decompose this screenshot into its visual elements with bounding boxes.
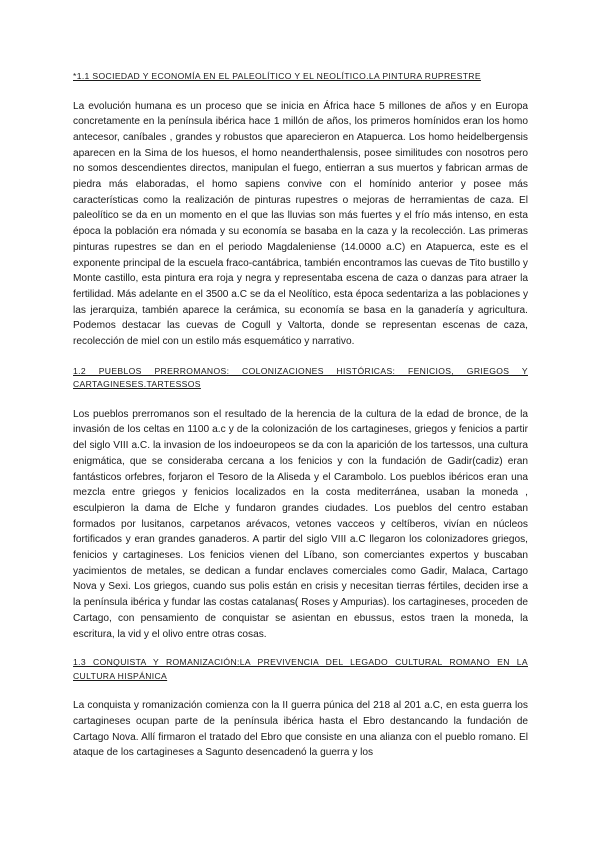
section-heading-romanizacion: 1.3 CONQUISTA Y ROMANIZACIÓN:LA PREVIVENCIA DEL LEGADO CULTURAL ROMANO EN LA CULTURA HISPÁNICA [73,657,528,681]
section-body-romanizacion: La conquista y romanización comienza con la II guerra púnica del 218 al 201 a.C, en esta guerra los cartagineses ocupan parte de la península ibérica hasta el Ebro destancando la fundación de Cartago Nova. Allí firmaron el tratado del Ebro que consiste en una alianza con el pueblo romano. El ataque de los cartagineses a Sagunto desencadenó la guerra y los [73,700,528,759]
section-body-prerromanos: Los pueblos prerromanos son el resultado de la herencia de la cultura de la edad de bronce, de la invasión de los celtas en 1100 a.c y de la colonización de los cartagineses, griegos y fenicios a partir del siglo VIII a.C. la invasion de los indoeuropeos se da con la aparición de los tartessos, una cultura enigmática, que se consideraba cercana a los fenicios y con la fundación de Gadir(cadiz) eran fantásticos orfebres, forjaron el Tesoro de la Aliseda y el Carambolo. Los pueblos ibéricos eran una mezcla entre griegos y fenicios localizados en la costa mediterránea, usaban la moneda , esculpieron la dama de Elche y fundaron grandes ciudades. Los pueblos del centro estaban formados por lusitanos, carpetanos arévacos, vetones vacceos y celtíberos, vivían en núcleos fortificados y eran grandes ganaderos. A partir del siglo VIII a.C llegaron los colonizadores griegos, fenicios y cartagineses. Los fenicios vienen del Líbano, son comerciantes expertos y buscaban yacimientos de metales, se dedican a fundar enclaves comerciales como Gadir, Malaca, Cartago Nova y Sexi. Los griegos, cuando sus polis están en crisis y necesitan tierras fértiles, deciden irse a la península ibérica y fundar las costas catalanas( Roses y Ampurias). los cartagineses, proceden de Cartago, con pensamiento de conquistar se asientan en ebussus, estos traen la moneda, la escritura, la vid y el olivo entre otras cosas. [73,408,528,640]
section-heading-prerromanos: 1.2 PUEBLOS PRERROMANOS: COLONIZACIONES HISTÓRICAS: FENICIOS, GRIEGOS Y CARTAGINESES.TARTESSOS [73,365,528,390]
section-body-paleolitico: La evolución humana es un proceso que se inicia en África hace 5 millones de años y en Europa concretamente en la península ibérica hace 1 millón de años, los primeros homínidos eran los homo antecesor, caníbales , grandes y robustos que aparecieron en Atapuerca. Los homo heidelbergensis aparecen en la Sima de los huesos, el homo neanderthalensis, posee similitudes con nosotros pero no somos descendientes directos, manipulan el fuego, entierran a sus muertos y fabrican armas de piedra más elaboradas, el homo sapiens convive con el homínido anterior y posee más características como la realización de pinturas rupestres o mejoras de herramientas de caza. El paleolítico se da en un momento en el que las lluvias son más fuertes y el frío más intenso, en esta época la población era nómada y su economía se basaba en la caza y la recolección. Las primeras pinturas rupestres se dan en el periodo Magdaleniense (14.0000 a.C) en Atapuerca, este es el exponente principal de la escuela fraco-cantábrica, también encontramos las cuevas de Tito bustillo y Monte castillo, esta pintura era roja y negra y representaba escena de caza o danzas para atraer la fertilidad. Más adelante en el 3500 a.C se da el Neolítico, esta época sedentariza a las poblaciones y las jerarquiza, también aparece la cerámica, su economía se basa en la ganadería y agricultura. Podemos destacar las cuevas de Cogull y Valtorta, donde se representan escenas de caza, recolección de miel con un estilo más esquemático y narrativo. [73,100,528,348]
section-heading-paleolitico: *1.1 SOCIEDAD Y ECONOMÍA EN EL PALEOLÍTICO Y EL NEOLÍTICO.LA PINTURA RUPRESTRE [73,71,481,81]
